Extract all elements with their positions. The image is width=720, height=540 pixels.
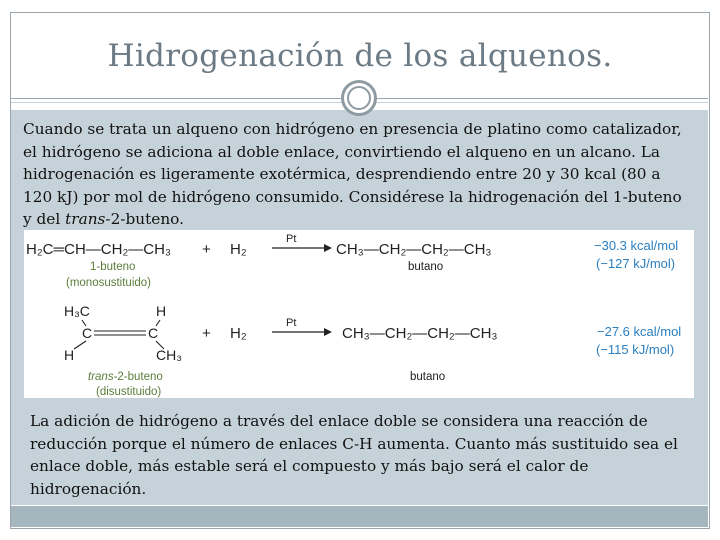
intro-text-start: Cuando se trata un alqueno con hidrógeno en presencia de platino como catalizador, el hidrógeno se adiciona al doble enlace, convirtiendo el alqueno en un alcano. La hidrogenación es ligeramente exotérmica, desprendiendo entre 20 y 30 kcal (80 a 120 kJ) por mol de hidrógeno consumido. Considérese la hidrogenación del 1-buteno y del — [23, 120, 682, 228]
r2-reactant-name-italic: trans — [88, 371, 114, 383]
r2-reactant-name-rest: -2-buteno — [113, 371, 163, 383]
r1-product-name: butano — [408, 261, 444, 273]
r2-atom-h-bottom: H — [64, 347, 75, 363]
r1-dh-kj: (−127 kJ/mol) — [596, 256, 676, 271]
r1-reactant-note: (monosustituido) — [66, 277, 152, 289]
r2-plus: + — [202, 325, 211, 342]
r2-atom-c-left: C — [82, 325, 93, 341]
r1-catalyst: Pt — [286, 233, 297, 245]
r2-atom-h3c: H₃C — [64, 303, 90, 319]
conclusion-paragraph: La adición de hidrógeno a través del enlace doble se considera una reacción de reducción porque el número de enlaces C-H aumenta. Cuanto más sustituido sea el enlace doble, más estable será el compuesto y más bajo será el calor de hidrogenación. — [30, 412, 678, 498]
intro-paragraph — [23, 118, 693, 231]
r1-plus: + — [202, 241, 211, 258]
r2-reactant-name — [88, 371, 163, 383]
r2-atom-ch3: CH₃ — [156, 347, 182, 363]
r2-dh-kj: (−115 kJ/mol) — [596, 342, 675, 357]
r1-reactant-name: 1-buteno — [90, 261, 136, 273]
r1-product: CH₃—CH₂—CH₂—CH₃ — [336, 241, 492, 258]
slide-title: Hidrogenación de los alquenos. — [107, 38, 613, 74]
r2-reactant-note: (disustituido) — [96, 386, 162, 398]
r2-product: CH₃—CH₂—CH₂—CH₃ — [342, 325, 498, 342]
intro-text-italic: trans — [65, 210, 106, 228]
r2-atom-c-right: C — [148, 325, 159, 341]
r1-reactant: H₂C═CH—CH₂—CH₃ — [26, 241, 172, 258]
r2-dh-kcal: −27.6 kcal/mol — [597, 324, 682, 339]
reaction-figure — [24, 230, 694, 398]
r1-arrowhead-icon — [324, 244, 332, 252]
r2-bond-ll — [74, 341, 86, 349]
decorative-circle-icon — [341, 80, 377, 116]
r2-reagent: H₂ — [230, 325, 247, 342]
r2-product-name: butano — [410, 371, 446, 383]
reaction-diagram — [24, 230, 694, 398]
r2-catalyst: Pt — [286, 317, 297, 329]
intro-text-end: -2-buteno. — [105, 210, 184, 228]
r2-arrowhead-icon — [324, 328, 332, 336]
r1-reagent: H₂ — [230, 241, 247, 258]
r1-dh-kcal: −30.3 kcal/mol — [594, 238, 679, 253]
footer-bar — [11, 506, 708, 527]
r2-atom-h-top: H — [156, 303, 167, 319]
